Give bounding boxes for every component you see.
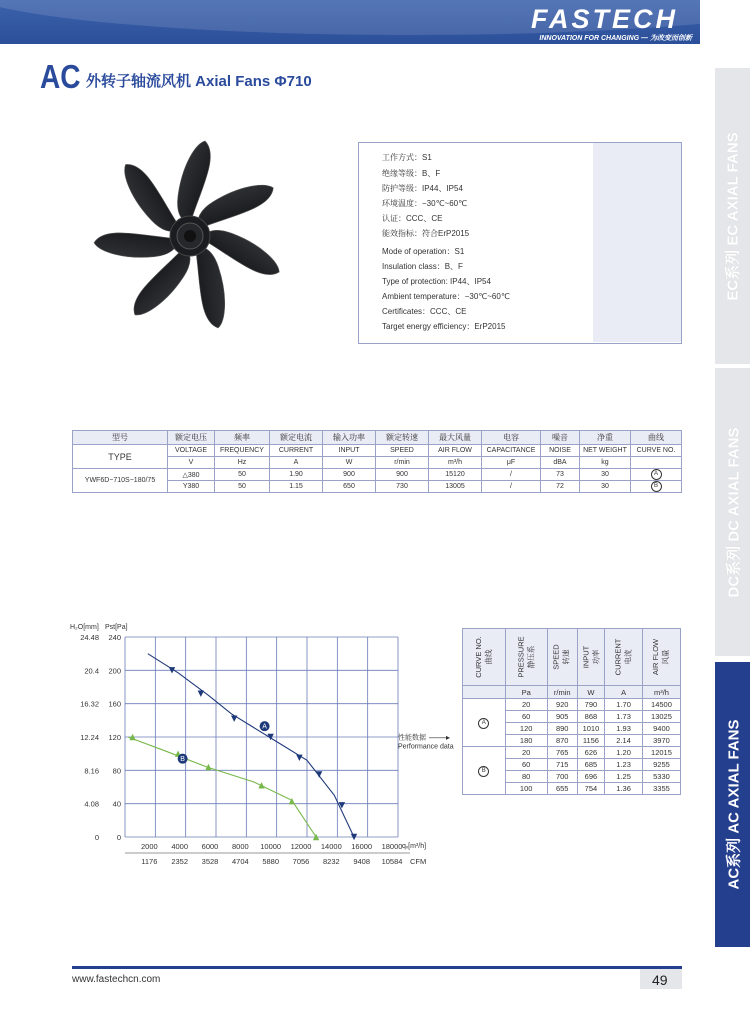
x-tick-label: 18000 — [381, 842, 403, 851]
y-tick-label-mm: 4.08 — [84, 799, 99, 809]
info-line: Insulation class：B、F — [382, 262, 463, 271]
curve-label-a: A — [262, 723, 267, 731]
x-tick-label: 14000 — [320, 842, 342, 851]
y-tick-label-mm: 16.32 — [80, 699, 99, 709]
x-tick-label: 16000 — [351, 842, 373, 851]
x-tick-label: 2000 — [140, 842, 158, 851]
perf-cell: 626 — [577, 747, 605, 759]
spec-cell: 1.90 — [270, 469, 323, 481]
spec-cell: 50 — [215, 481, 270, 493]
perf-cell: 3355 — [642, 783, 680, 795]
perf-cell: 180 — [505, 735, 547, 747]
spec-header: AIR FLOW — [429, 445, 482, 457]
spec-cell: Y380 — [168, 481, 215, 493]
legend-label-en: Performance data — [398, 743, 454, 751]
perf-cell: 14500 — [642, 699, 680, 711]
perf-cell: 1.25 — [605, 771, 643, 783]
spec-model: YWF6D−710S−180/75 — [73, 469, 168, 493]
spec-cell: 1.15 — [270, 481, 323, 493]
spec-cell: / — [482, 481, 541, 493]
marker-b — [258, 782, 264, 788]
perf-cell: 1156 — [577, 735, 605, 747]
y-tick-label-pa: 240 — [108, 633, 121, 642]
perf-cell: 870 — [547, 735, 577, 747]
legend-label-zh: 性能数据 — [398, 734, 426, 742]
info-line: 防护等级：IP44、IP54 — [382, 184, 463, 193]
spec-header: CAPACITANCE — [482, 445, 541, 457]
x-tick-label-cfm: 10584 — [381, 857, 403, 866]
tab-dc-axial-fans[interactable]: DC系列 DC AXIAL FANS — [715, 368, 750, 656]
spec-unit: m³/h — [429, 457, 482, 469]
spec-unit: r/min — [376, 457, 429, 469]
spec-cell: 650 — [323, 481, 376, 493]
footer-rule — [72, 966, 682, 969]
y-tick-label-mm: 20.4 — [84, 666, 99, 676]
marker-a — [296, 755, 302, 761]
perf-cell: 1.23 — [605, 759, 643, 771]
marker-a — [231, 715, 237, 721]
spec-curve-cell — [631, 469, 682, 481]
performance-table — [462, 628, 681, 795]
spec-unit: Hz — [215, 457, 270, 469]
spec-header-type: TYPE — [73, 445, 168, 469]
x-tick-label-cfm: 3528 — [201, 857, 219, 866]
y-tick-label-mm: 8.16 — [84, 766, 99, 776]
page-number: 49 — [652, 972, 668, 988]
y-tick-label-pa: 120 — [108, 733, 121, 742]
perf-cell: 696 — [577, 771, 605, 783]
brand-logo: FASTECH — [530, 4, 678, 34]
perf-cell: 868 — [577, 711, 605, 723]
spec-header: 额定电压 — [168, 431, 215, 445]
x-tick-label-cfm: 1176 — [141, 857, 158, 866]
perf-unit: Pa — [505, 686, 547, 699]
perf-header: SPEED 转速 — [547, 629, 577, 686]
perf-curve-cell — [463, 699, 506, 747]
spec-header: 净重 — [580, 431, 631, 445]
perf-cell: 1.70 — [605, 699, 643, 711]
marker-a — [316, 771, 322, 777]
x-tick-label-cfm: 9408 — [353, 857, 371, 866]
perf-cell: 13025 — [642, 711, 680, 723]
spec-cell: 50 — [215, 469, 270, 481]
spec-cell: 30 — [580, 469, 631, 481]
spec-unit-empty — [631, 457, 682, 469]
spec-header: 额定转速 — [376, 431, 429, 445]
spec-header: 输入功率 — [323, 431, 376, 445]
spec-header: 频率 — [215, 431, 270, 445]
perf-unit: m³/h — [642, 686, 680, 699]
perf-header: CURVE NO. 曲线 — [463, 629, 506, 686]
x-tick-label: 4000 — [171, 842, 189, 851]
spec-header: 最大风量 — [429, 431, 482, 445]
perf-unit: r/min — [547, 686, 577, 699]
x-tick-label: 6000 — [201, 842, 219, 851]
y-tick-label-pa: 0 — [116, 833, 121, 842]
x-tick-label: 8000 — [231, 842, 249, 851]
info-line: Target energy efficiency：ErP2015 — [382, 322, 506, 331]
spec-header: 型号 — [73, 431, 168, 445]
spec-unit: μF — [482, 457, 541, 469]
spec-header: 电容 — [482, 431, 541, 445]
perf-header: AIR FLOW 风量 — [642, 629, 680, 686]
spec-header: NOISE — [541, 445, 580, 457]
y-tick-label-pa: 80 — [112, 766, 121, 776]
perf-cell: 700 — [547, 771, 577, 783]
spec-header: 曲线 — [631, 431, 682, 445]
perf-curve-cell — [463, 747, 506, 795]
perf-cell: 1.73 — [605, 711, 643, 723]
perf-cell: 1.36 — [605, 783, 643, 795]
perf-header: PRESSURE 静压系 — [505, 629, 547, 686]
tab-ac-axial-fans[interactable]: AC系列 AC AXIAL FANS — [715, 662, 750, 947]
x-tick-label-cfm: 2352 — [171, 857, 189, 866]
perf-cell: 20 — [505, 699, 547, 711]
spec-header: INPUT — [323, 445, 376, 457]
perf-cell: 715 — [547, 759, 577, 771]
perf-cell: 890 — [547, 723, 577, 735]
perf-cell: 2.14 — [605, 735, 643, 747]
y-tick-label-mm: 12.24 — [80, 733, 99, 742]
spec-cell: 13005 — [429, 481, 482, 493]
perf-cell: 80 — [505, 771, 547, 783]
x-tick-label-cfm: 4704 — [231, 857, 249, 866]
perf-cell: 920 — [547, 699, 577, 711]
perf-cell: 9400 — [642, 723, 680, 735]
x-axis-label: qᵥ[m³/h] — [402, 843, 427, 850]
spec-header: NET WEIGHT — [580, 445, 631, 457]
perf-cell: 60 — [505, 759, 547, 771]
spec-unit: kg — [580, 457, 631, 469]
spec-header: CURVE NO. — [631, 445, 682, 457]
page-title-ac: AC — [40, 58, 81, 95]
info-line: 绝缘等级：B、F — [382, 169, 441, 178]
perf-cell: 685 — [577, 759, 605, 771]
spec-info-shade — [593, 143, 681, 342]
spec-header: 噪音 — [541, 431, 580, 445]
info-line: 环境温度：−30℃~60℃ — [382, 199, 468, 208]
x-tick-label: 10000 — [260, 842, 282, 851]
perf-cell: 790 — [577, 699, 605, 711]
spec-header: CURRENT — [270, 445, 323, 457]
perf-cell: 5330 — [642, 771, 680, 783]
curve-A — [148, 654, 354, 837]
tab-ec-axial-fans[interactable]: EC系列 EC AXIAL FANS — [715, 68, 750, 364]
curve-badge: B — [478, 766, 489, 777]
perf-cell: 1.93 — [605, 723, 643, 735]
curve-label-b: B — [180, 756, 185, 764]
spec-cell: 730 — [376, 481, 429, 493]
perf-cell: 1.20 — [605, 747, 643, 759]
perf-cell: 655 — [547, 783, 577, 795]
perf-cell: 20 — [505, 747, 547, 759]
fan-product-image — [78, 138, 303, 338]
spec-cell: 15120 — [429, 469, 482, 481]
curve-B — [128, 737, 316, 837]
info-line: Certificates：CCC、CE — [382, 307, 467, 316]
info-line: Ambient temperature：−30℃~60℃ — [382, 292, 510, 301]
spec-cell: 900 — [376, 469, 429, 481]
perf-unit — [463, 686, 506, 699]
perf-cell: 100 — [505, 783, 547, 795]
perf-cell: 9255 — [642, 759, 680, 771]
spec-header: SPEED — [376, 445, 429, 457]
perf-cell: 905 — [547, 711, 577, 723]
spec-cell: 73 — [541, 469, 580, 481]
spec-cell: 30 — [580, 481, 631, 493]
legend-arrow-head — [446, 736, 450, 740]
perf-cell: 120 — [505, 723, 547, 735]
y-tick-label-pa: 200 — [108, 666, 121, 676]
perf-cell: 3970 — [642, 735, 680, 747]
info-line: 能效指标：符合ErP2015 — [382, 229, 470, 238]
spec-cell: 900 — [323, 469, 376, 481]
spec-cell: / — [482, 469, 541, 481]
spec-cell: △380 — [168, 469, 215, 481]
spec-unit: dBA — [541, 457, 580, 469]
x-axis-label-cfm: CFM — [410, 857, 427, 866]
spec-header: 额定电流 — [270, 431, 323, 445]
perf-cell: 60 — [505, 711, 547, 723]
spec-unit: W — [323, 457, 376, 469]
x-tick-label-cfm: 7056 — [292, 857, 310, 866]
x-tick-label-cfm: 8232 — [322, 857, 340, 866]
y-tick-label-mm: 24.48 — [80, 633, 99, 642]
spec-curve-cell — [631, 481, 682, 493]
marker-a — [198, 690, 204, 696]
info-line: Type of protection: IP44、IP54 — [382, 277, 491, 286]
info-line: Mode of operation：S1 — [382, 247, 465, 256]
y-axis-label-mm: H₂O[mm] — [70, 624, 99, 631]
curve-badge: A — [478, 718, 489, 729]
info-line: 认证：CCC、CE — [382, 214, 443, 223]
spec-unit: V — [168, 457, 215, 469]
curve-badge: A — [651, 469, 662, 480]
perf-unit: A — [605, 686, 643, 699]
spec-header: FREQUENCY — [215, 445, 270, 457]
x-tick-label: 12000 — [290, 842, 312, 851]
perf-cell: 12015 — [642, 747, 680, 759]
perf-cell: 754 — [577, 783, 605, 795]
info-line: 工作方式：S1 — [382, 153, 432, 162]
perf-header: CURRENT 电流 — [605, 629, 643, 686]
spec-unit: A — [270, 457, 323, 469]
y-tick-label-pa: 40 — [112, 799, 121, 809]
perf-cell: 1010 — [577, 723, 605, 735]
perf-cell: 765 — [547, 747, 577, 759]
perf-header: INPUT 功率 — [577, 629, 605, 686]
spec-cell: 72 — [541, 481, 580, 493]
spec-table — [72, 430, 682, 493]
y-tick-label-pa: 160 — [108, 699, 121, 709]
performance-chart — [60, 618, 460, 880]
footer-url[interactable]: www.fastechcn.com — [72, 974, 161, 985]
brand-tagline: INNOVATION FOR CHANGING — 为改变而创新 — [539, 35, 692, 42]
y-axis-label-pa: Pst[Pa] — [105, 624, 128, 631]
perf-unit: W — [577, 686, 605, 699]
spec-header: VOLTAGE — [168, 445, 215, 457]
curve-badge: B — [651, 481, 662, 492]
page-title: 外转子轴流风机 Axial Fans Φ710 — [86, 73, 312, 90]
x-tick-label-cfm: 5880 — [262, 857, 280, 866]
y-tick-label-mm: 0 — [94, 833, 99, 842]
